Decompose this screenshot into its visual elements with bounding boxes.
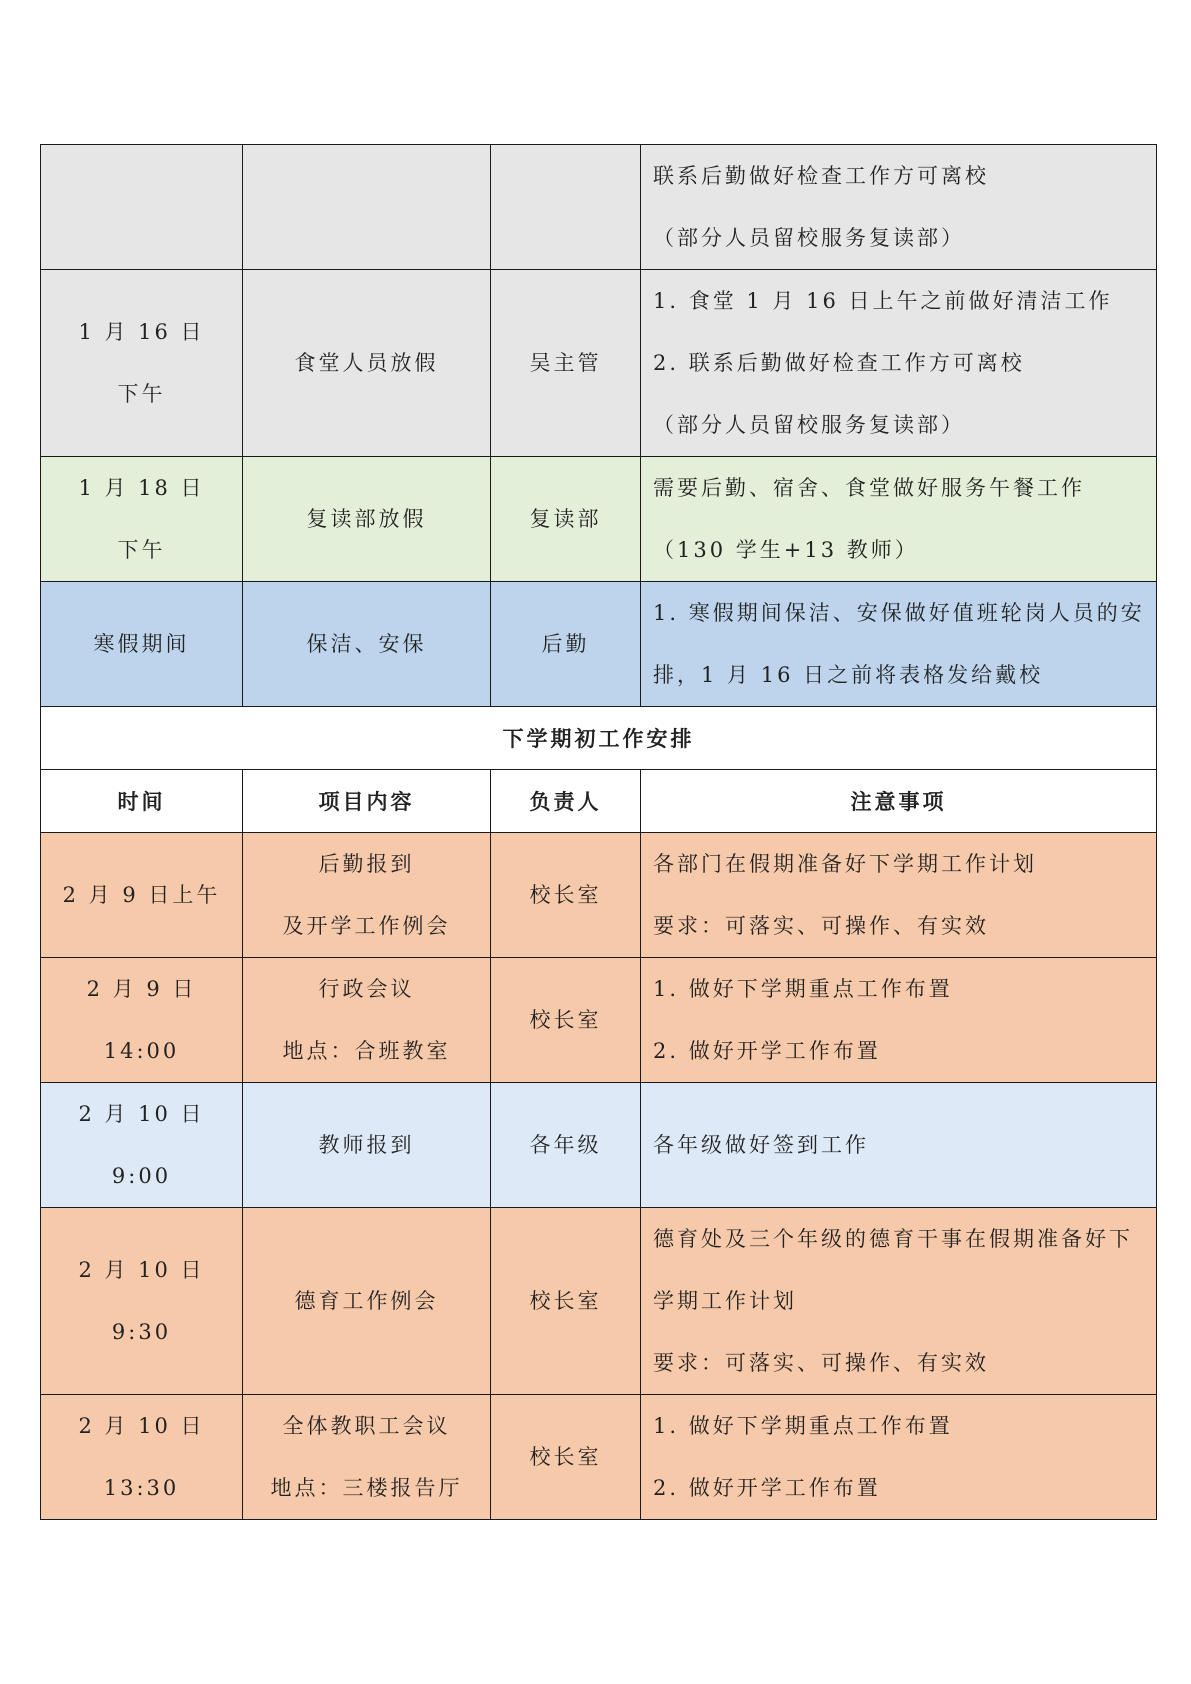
section-title: 下学期初工作安排 — [41, 707, 1157, 770]
section-title-row — [41, 707, 1157, 770]
table-row — [41, 582, 1157, 707]
time-cell — [41, 1083, 243, 1208]
item-cell — [243, 958, 491, 1083]
notes-cell — [641, 145, 1157, 270]
item-cell-line: 地点：三楼报告厅 — [270, 1476, 463, 1500]
table-row — [41, 958, 1157, 1083]
item-cell-line: 全体教职工会议 — [282, 1414, 451, 1438]
item-cell — [243, 145, 491, 270]
item-cell — [243, 833, 491, 958]
notes-cell-line: 德育处及三个年级的德育干事在假期准备好下 — [653, 1227, 1133, 1251]
owner-cell — [491, 1083, 641, 1208]
notes-cell-line: 要求：可落实、可操作、有实效 — [653, 1351, 989, 1375]
notes-cell — [641, 958, 1157, 1083]
notes-cell — [641, 1208, 1157, 1395]
owner-cell — [491, 457, 641, 582]
notes-cell-line: 各部门在假期准备好下学期工作计划 — [653, 852, 1037, 876]
owner-cell — [491, 958, 641, 1083]
notes-cell — [641, 833, 1157, 958]
item-cell-line: 复读部放假 — [306, 507, 427, 531]
item-cell-line: 后勤报到 — [318, 852, 415, 876]
time-cell — [41, 145, 243, 270]
notes-cell-line: 各年级做好签到工作 — [653, 1133, 869, 1157]
time-cell-line: 9:00 — [111, 1164, 172, 1188]
notes-cell-line: （部分人员留校服务复读部） — [653, 413, 965, 437]
notes-cell-line: 学期工作计划 — [653, 1289, 797, 1313]
notes-cell-line: 2. 做好开学工作布置 — [653, 1476, 881, 1500]
notes-cell-line: 联系后勤做好检查工作方可离校 — [653, 164, 989, 188]
item-cell-line: 德育工作例会 — [294, 1289, 439, 1313]
notes-cell-line: 1. 食堂 1 月 16 日上午之前做好清洁工作 — [653, 289, 1113, 313]
notes-cell — [641, 1395, 1157, 1520]
table-row — [41, 457, 1157, 582]
owner-cell-line: 校长室 — [529, 1445, 602, 1469]
time-cell — [41, 270, 243, 457]
owner-cell-line: 各年级 — [529, 1133, 602, 1157]
table-row — [41, 145, 1157, 270]
owner-cell — [491, 582, 641, 707]
notes-cell-line: 2. 联系后勤做好检查工作方可离校 — [653, 351, 1025, 375]
table-row — [41, 270, 1157, 457]
time-cell — [41, 833, 243, 958]
time-cell-line: 14:00 — [103, 1039, 180, 1063]
item-cell — [243, 1208, 491, 1395]
table-row — [41, 833, 1157, 958]
schedule-table — [40, 144, 1157, 1520]
item-cell — [243, 457, 491, 582]
notes-cell-line: 要求：可落实、可操作、有实效 — [653, 914, 989, 938]
time-cell-line: 2 月 10 日 — [78, 1414, 205, 1438]
notes-cell-line: 1. 做好下学期重点工作布置 — [653, 1414, 953, 1438]
time-cell — [41, 582, 243, 707]
time-cell-line: 2 月 10 日 — [78, 1258, 205, 1282]
item-cell-line: 行政会议 — [318, 977, 415, 1001]
notes-cell-line: （130 学生+13 教师） — [653, 538, 919, 562]
time-cell-line: 2 月 10 日 — [78, 1102, 205, 1126]
notes-cell-line: 需要后勤、宿舍、食堂做好服务午餐工作 — [653, 476, 1085, 500]
next-term-rows — [41, 833, 1157, 1520]
item-cell — [243, 582, 491, 707]
notes-cell-line: 1. 做好下学期重点工作布置 — [653, 977, 953, 1001]
table-row — [41, 1083, 1157, 1208]
notes-cell-line: 排，1 月 16 日之前将表格发给戴校 — [653, 663, 1044, 687]
notes-cell-line: 1. 寒假期间保洁、安保做好值班轮岗人员的安 — [653, 601, 1145, 625]
notes-cell — [641, 1083, 1157, 1208]
item-cell — [243, 270, 491, 457]
item-cell-line: 及开学工作例会 — [282, 914, 451, 938]
owner-cell-line: 复读部 — [529, 507, 602, 531]
time-cell-line: 寒假期间 — [93, 632, 190, 656]
owner-cell-line: 后勤 — [541, 632, 590, 656]
item-cell-line: 保洁、安保 — [306, 632, 427, 656]
time-cell-line: 9:30 — [111, 1320, 172, 1344]
owner-cell — [491, 1395, 641, 1520]
time-cell — [41, 958, 243, 1083]
owner-cell — [491, 1208, 641, 1395]
owner-cell — [491, 833, 641, 958]
time-cell-line: 2 月 9 日 — [86, 977, 197, 1001]
header-item: 项目内容 — [243, 770, 491, 833]
notes-cell-line: （部分人员留校服务复读部） — [653, 226, 965, 250]
header-owner: 负责人 — [491, 770, 641, 833]
time-cell-line: 下午 — [117, 382, 166, 406]
owner-cell — [491, 145, 641, 270]
header-time: 时间 — [41, 770, 243, 833]
time-cell — [41, 457, 243, 582]
time-cell-line: 2 月 9 日上午 — [62, 883, 221, 907]
winter-break-rows — [41, 145, 1157, 707]
owner-cell — [491, 270, 641, 457]
table-row — [41, 1208, 1157, 1395]
time-cell-line: 下午 — [117, 538, 166, 562]
item-cell-line: 食堂人员放假 — [294, 351, 439, 375]
time-cell — [41, 1208, 243, 1395]
owner-cell-line: 校长室 — [529, 1289, 602, 1313]
item-cell-line: 教师报到 — [318, 1133, 415, 1157]
header-row — [41, 770, 1157, 833]
notes-cell — [641, 582, 1157, 707]
notes-cell — [641, 270, 1157, 457]
time-cell — [41, 1395, 243, 1520]
time-cell-line: 13:30 — [103, 1476, 180, 1500]
item-cell — [243, 1083, 491, 1208]
notes-cell-line: 2. 做好开学工作布置 — [653, 1039, 881, 1063]
time-cell-line: 1 月 16 日 — [78, 320, 205, 344]
item-cell-line: 地点：合班教室 — [282, 1039, 451, 1063]
item-cell — [243, 1395, 491, 1520]
notes-cell — [641, 457, 1157, 582]
owner-cell-line: 校长室 — [529, 883, 602, 907]
owner-cell-line: 校长室 — [529, 1008, 602, 1032]
table-row — [41, 1395, 1157, 1520]
time-cell-line: 1 月 18 日 — [78, 476, 205, 500]
owner-cell-line: 吴主管 — [529, 351, 602, 375]
header-notes: 注意事项 — [641, 770, 1157, 833]
